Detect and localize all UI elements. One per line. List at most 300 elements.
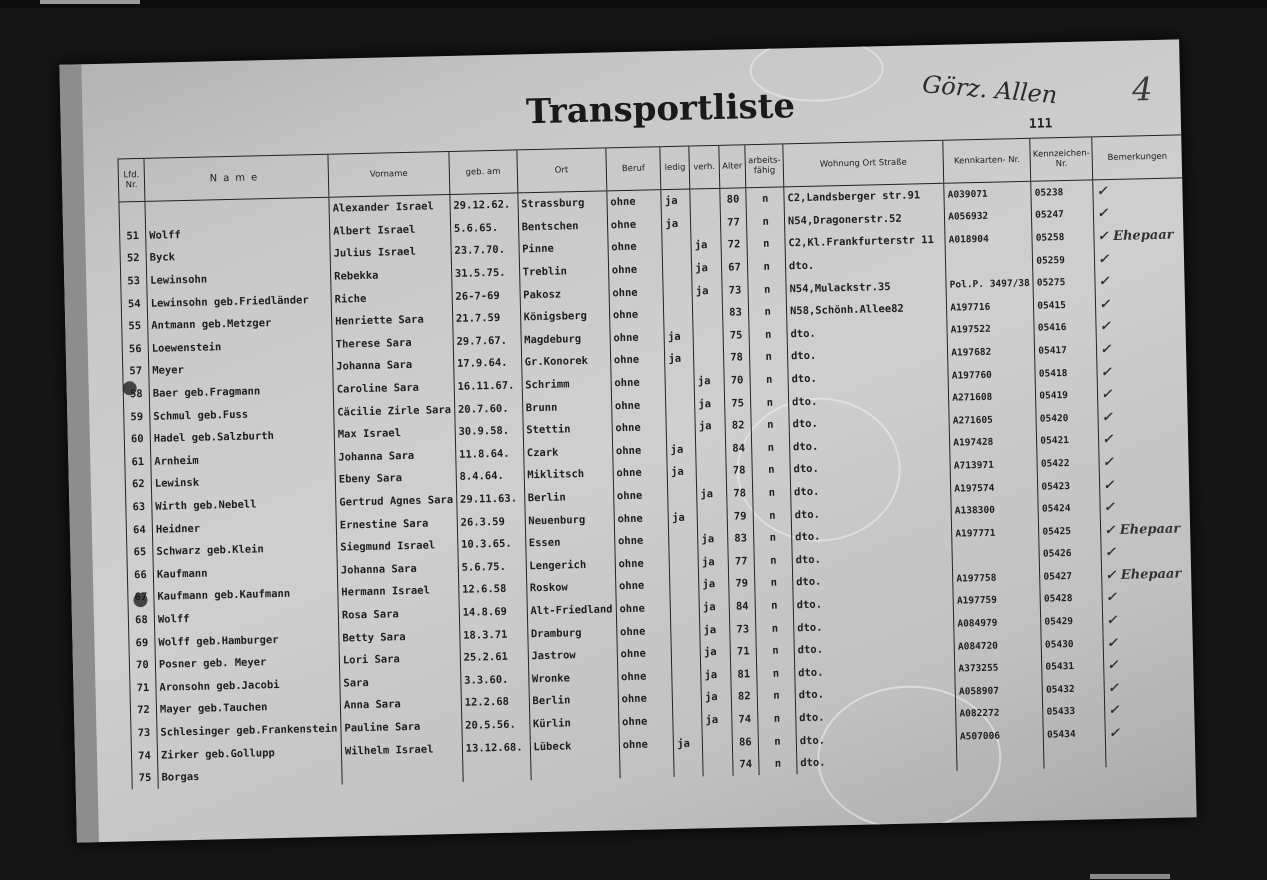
cell-beruf: ohne <box>617 642 672 666</box>
cell-alter: 84 <box>725 437 752 460</box>
cell-verh <box>693 302 723 325</box>
cell-verh: ja <box>698 528 728 551</box>
cell-kennzeichen: 05431 <box>1042 655 1104 679</box>
header-geb: geb. am <box>449 150 518 195</box>
cell-bemerkungen: ✓ <box>1095 291 1185 316</box>
cell-geb: 26-7-69 <box>452 284 520 308</box>
cell-wohnung: dto. <box>795 681 956 707</box>
cell-bemerkungen: ✓ <box>1104 653 1194 678</box>
cell-bemerkungen: ✓ <box>1105 720 1195 745</box>
cell-wohnung: C2,Kl.Frankfurterstr 11 <box>785 229 946 255</box>
cell-wohnung: dto. <box>789 432 950 458</box>
cell-vorname: Johanna Sara <box>335 443 456 468</box>
cell-geb: 5.6.75. <box>458 555 526 579</box>
cell-name: Lewinsohn <box>146 265 330 292</box>
cell-ort: Kürlin <box>529 711 619 736</box>
cell-geb: 5.6.65. <box>450 216 518 240</box>
cell-name: Posner geb. Meyer <box>155 649 339 676</box>
cell-ort: Schrimm <box>522 372 612 397</box>
cell-kennkarte: A018904 <box>945 227 1033 252</box>
cell-kennzeichen <box>1044 745 1106 769</box>
cell-verh: ja <box>701 686 731 709</box>
cell-geb: 14.8.69 <box>459 600 527 624</box>
cell-vorname: Hermann Israel <box>338 579 459 604</box>
cell-bemerkungen: ✓ <box>1099 449 1189 474</box>
cell-bemerkungen: ✓ <box>1099 427 1189 452</box>
header-vorname: Vorname <box>328 151 450 197</box>
transport-table <box>117 134 1195 789</box>
cell-geb: 17.9.64. <box>453 352 521 376</box>
cell-kennkarte: A197574 <box>951 475 1039 500</box>
cell-verh <box>696 437 726 460</box>
cell-geb <box>462 758 530 782</box>
cell-vorname: Rebekka <box>330 263 451 288</box>
cell-beruf: ohne <box>619 732 674 756</box>
cell-name: Baer geb.Fragmann <box>149 378 333 405</box>
cell-kennzeichen: 05433 <box>1043 700 1105 724</box>
cell-name: Schmul geb.Fuss <box>150 401 334 428</box>
cell-ort: Jastrow <box>528 643 618 668</box>
handwritten-note: Görz. Allen <box>921 70 1059 110</box>
cell-kennkarte: A084979 <box>954 611 1042 636</box>
cell-wohnung: dto. <box>793 590 954 616</box>
cell-bemerkungen: ✓ <box>1094 246 1184 271</box>
cell-kennzeichen: 05422 <box>1037 451 1099 475</box>
cell-ort: Berlin <box>524 485 614 510</box>
cell-geb: 18.3.71 <box>459 623 527 647</box>
cell-kennzeichen: 05238 <box>1031 180 1093 204</box>
cell-ledig: ja <box>664 325 693 348</box>
cell-beruf: ohne <box>616 619 671 643</box>
cell-nr: 68 <box>128 608 154 631</box>
cell-ledig <box>668 483 697 506</box>
cell-ledig: ja <box>668 506 697 529</box>
cell-ort: Magdeburg <box>520 327 610 352</box>
cell-arbeitsfaehig: n <box>758 707 796 730</box>
header-ort: Ort <box>516 148 606 193</box>
cell-alter: 72 <box>720 233 747 256</box>
cell-nr: 52 <box>120 247 146 270</box>
cell-bemerkungen: ✓ <box>1101 540 1191 565</box>
cell-vorname: Johanna Sara <box>337 556 458 581</box>
cell-verh: ja <box>694 370 724 393</box>
cell-kennzeichen: 05258 <box>1032 226 1094 250</box>
cell-wohnung: dto. <box>791 500 952 526</box>
cell-kennkarte: A197759 <box>953 588 1041 613</box>
cell-alter: 73 <box>729 617 756 640</box>
cell-ort: Brunn <box>522 395 612 420</box>
header-verh: verh. <box>689 145 719 189</box>
cell-verh: ja <box>692 279 722 302</box>
cell-arbeitsfaehig: n <box>755 594 793 617</box>
cell-beruf: ohne <box>610 348 665 372</box>
cell-kennzeichen: 05423 <box>1038 474 1100 498</box>
cell-ort: Gr.Konorek <box>521 350 611 375</box>
cell-ort: Stettin <box>523 417 613 442</box>
cell-beruf: ohne <box>618 687 673 711</box>
cell-alter: 78 <box>726 482 753 505</box>
cell-alter: 74 <box>732 753 759 776</box>
cell-bemerkungen: ✓ <box>1102 585 1192 610</box>
cell-vorname: Lori Sara <box>339 647 460 672</box>
cell-arbeitsfaehig: n <box>750 368 788 391</box>
cell-nr: 55 <box>122 315 148 338</box>
cell-geb: 11.8.64. <box>455 442 523 466</box>
cell-kennkarte: A197771 <box>952 521 1040 546</box>
cell-kennzeichen: 05247 <box>1032 203 1094 227</box>
cell-verh: ja <box>695 415 725 438</box>
cell-arbeitsfaehig: n <box>752 458 790 481</box>
cell-name: Wirth geb.Nebell <box>152 491 336 518</box>
cell-ort: Pinne <box>518 237 608 262</box>
cell-ledig: ja <box>661 189 690 213</box>
cell-arbeitsfaehig: n <box>751 391 789 414</box>
cell-alter: 82 <box>724 414 751 437</box>
cell-wohnung: dto. <box>796 726 957 752</box>
cell-vorname: Riche <box>331 285 452 310</box>
cell-geb: 20.5.56. <box>461 713 529 737</box>
cell-wohnung: dto. <box>797 748 958 774</box>
cell-geb: 12.2.68 <box>461 690 529 714</box>
sheet-shadow-edge <box>59 64 99 842</box>
cell-nr <box>119 201 146 225</box>
cell-bemerkungen: ✓ Ehepaar <box>1094 224 1184 249</box>
cell-kennkarte: A373255 <box>955 656 1043 681</box>
cell-beruf: ohne <box>611 393 666 417</box>
cell-kennzeichen: 05421 <box>1037 429 1099 453</box>
cell-arbeitsfaehig: n <box>755 571 793 594</box>
cell-bemerkungen: ✓ <box>1103 630 1193 655</box>
cell-kennkarte: A084720 <box>954 634 1042 659</box>
cell-beruf: ohne <box>614 506 669 530</box>
cell-ledig <box>670 596 699 619</box>
cell-arbeitsfaehig: n <box>753 481 791 504</box>
cell-kennzeichen: 05426 <box>1039 542 1101 566</box>
cell-kennkarte <box>952 543 1040 568</box>
cell-kennkarte: A082272 <box>956 701 1044 726</box>
transport-list-sheet <box>59 39 1196 842</box>
cell-beruf: ohne <box>613 484 668 508</box>
header-nr: Lfd. Nr. <box>118 158 145 202</box>
cell-geb: 16.11.67. <box>454 374 522 398</box>
cell-geb: 10.3.65. <box>457 532 525 556</box>
cell-kennzeichen: 05275 <box>1033 271 1095 295</box>
cell-ledig <box>670 574 699 597</box>
cell-beruf: ohne <box>607 190 662 214</box>
cell-ort: Lübeck <box>530 734 620 759</box>
cell-bemerkungen: ✓ <box>1103 608 1193 633</box>
cell-vorname: Siegmund Israel <box>337 534 458 559</box>
cell-beruf: ohne <box>612 416 667 440</box>
cell-arbeitsfaehig: n <box>753 504 791 527</box>
cell-kennzeichen: 05418 <box>1035 361 1097 385</box>
cell-arbeitsfaehig: n <box>752 436 790 459</box>
cell-wohnung: N58,Schönh.Allee82 <box>786 297 947 323</box>
cell-verh: ja <box>698 550 728 573</box>
cell-name: Wolff <box>154 604 338 631</box>
cell-bemerkungen: ✓ Ehepaar <box>1101 517 1191 542</box>
cell-ledig: ja <box>662 212 691 235</box>
cell-ledig <box>669 528 698 551</box>
cell-kennkarte: A271605 <box>949 408 1037 433</box>
cell-kennkarte <box>945 250 1033 275</box>
cell-ledig <box>671 641 700 664</box>
cell-beruf: ohne <box>608 235 663 259</box>
cell-nr: 58 <box>123 383 149 406</box>
cell-verh: ja <box>699 573 729 596</box>
cell-verh: ja <box>697 483 727 506</box>
cell-nr: 64 <box>126 518 152 541</box>
cell-name: Meyer <box>149 356 333 383</box>
cell-name: Kaufmann <box>153 559 337 586</box>
cell-wohnung: dto. <box>793 613 954 639</box>
cell-bemerkungen: ✓ <box>1100 472 1190 497</box>
cell-beruf: ohne <box>615 574 670 598</box>
cell-vorname: Johanna Sara <box>332 353 453 378</box>
header-name: Name <box>144 154 329 201</box>
cell-geb: 26.3.59 <box>457 510 525 534</box>
cell-beruf: ohne <box>616 597 671 621</box>
cell-arbeitsfaehig: n <box>756 639 794 662</box>
cell-arbeitsfaehig: n <box>756 617 794 640</box>
cell-vorname: Alexander Israel <box>329 194 450 220</box>
cell-kennkarte: A197682 <box>948 340 1036 365</box>
cell-nr: 51 <box>119 224 145 247</box>
cell-alter: 83 <box>727 527 754 550</box>
cell-geb: 13.12.68. <box>462 736 530 760</box>
sheet-number: 111 <box>1028 116 1053 132</box>
cell-arbeitsfaehig: n <box>749 323 787 346</box>
cell-name: Antmann geb.Metzger <box>147 311 331 338</box>
cell-vorname: Therese Sara <box>332 331 453 356</box>
cell-nr: 70 <box>129 654 155 677</box>
cell-bemerkungen: ✓ Ehepaar <box>1102 562 1192 587</box>
cell-alter: 77 <box>728 550 755 573</box>
cell-bemerkungen: ✓ <box>1104 675 1194 700</box>
cell-kennzeichen: 05432 <box>1042 677 1104 701</box>
cell-ort: Bentschen <box>518 214 608 239</box>
cell-kennzeichen: 05434 <box>1043 722 1105 746</box>
cell-alter: 78 <box>723 346 750 369</box>
cell-wohnung: dto. <box>787 319 948 345</box>
cell-ort: Lengerich <box>526 553 616 578</box>
cell-ort: Wronke <box>528 666 618 691</box>
cell-kennkarte: A197428 <box>950 430 1038 455</box>
cell-kennkarte: A271608 <box>949 385 1037 410</box>
header-alter: Alter <box>718 145 746 189</box>
cell-ort: Berlin <box>529 688 619 713</box>
cell-wohnung: dto. <box>785 252 946 278</box>
header-arbeitsfaehig: arbeits- fähig <box>745 144 783 188</box>
cell-bemerkungen: ✓ <box>1093 201 1183 226</box>
cell-wohnung: dto. <box>790 477 951 503</box>
cell-kennkarte <box>957 746 1045 771</box>
header-beruf: Beruf <box>606 147 662 191</box>
cell-verh <box>691 211 721 234</box>
cell-verh <box>696 460 726 483</box>
cell-bemerkungen: ✓ <box>1096 314 1186 339</box>
header-ledig: ledig <box>660 146 690 190</box>
cell-arbeitsfaehig: n <box>748 255 786 278</box>
cell-vorname: Wilhelm Israel <box>341 737 462 762</box>
cell-alter: 83 <box>722 301 749 324</box>
cell-name: Loewenstein <box>148 333 332 360</box>
cell-ort <box>530 756 620 781</box>
cell-wohnung: N54,Dragonerstr.52 <box>784 206 945 232</box>
cell-alter: 74 <box>731 708 758 731</box>
cell-vorname: Caroline Sara <box>333 376 454 401</box>
cell-bemerkungen: ✓ <box>1105 698 1195 723</box>
cell-alter: 81 <box>730 663 757 686</box>
cell-beruf: ohne <box>617 665 672 689</box>
cell-nr: 66 <box>127 563 153 586</box>
cell-nr: 62 <box>125 473 151 496</box>
cell-beruf: ohne <box>613 461 668 485</box>
header-bemerkungen: Bemerkungen <box>1092 135 1182 180</box>
cell-nr: 72 <box>130 699 156 722</box>
cell-wohnung: dto. <box>794 658 955 684</box>
cell-nr: 69 <box>129 631 155 654</box>
cell-name: Arnheim <box>151 446 335 473</box>
cell-geb: 20.7.60. <box>454 397 522 421</box>
cell-wohnung: dto. <box>791 523 952 549</box>
cell-vorname: Henriette Sara <box>331 308 452 333</box>
cell-beruf: ohne <box>611 371 666 395</box>
cell-bemerkungen: ✓ <box>1098 404 1188 429</box>
cell-bemerkungen: ✓ <box>1100 495 1190 520</box>
cell-alter: 73 <box>721 279 748 302</box>
cell-name: Lewinsohn geb.Friedländer <box>147 288 331 315</box>
cell-ledig <box>671 619 700 642</box>
cell-verh: ja <box>700 618 730 641</box>
cell-ledig <box>672 664 701 687</box>
cell-name: Schwarz geb.Klein <box>153 537 337 564</box>
cell-kennzeichen: 05417 <box>1035 339 1097 363</box>
cell-ort: Strassburg <box>517 191 607 216</box>
cell-arbeitsfaehig: n <box>748 278 786 301</box>
cell-kennkarte: Pol.P. 3497/38 <box>946 272 1034 297</box>
cell-arbeitsfaehig: n <box>758 730 796 753</box>
cell-verh <box>703 754 733 777</box>
cell-nr: 67 <box>128 586 154 609</box>
cell-kennzeichen: 05419 <box>1036 384 1098 408</box>
cell-name: Byck <box>146 243 330 270</box>
cell-vorname: Sara <box>340 669 461 694</box>
cell-kennkarte: A138300 <box>951 498 1039 523</box>
cell-vorname: Gertrud Agnes Sara <box>336 489 457 514</box>
cell-wohnung: dto. <box>788 387 949 413</box>
cell-beruf: ohne <box>618 710 673 734</box>
cell-wohnung: dto. <box>792 568 953 594</box>
cell-wohnung: C2,Landsberger str.91 <box>784 183 945 210</box>
cell-alter: 84 <box>729 595 756 618</box>
cell-verh: ja <box>692 257 722 280</box>
cell-verh <box>702 731 732 754</box>
document-title: Transportliste <box>525 86 796 133</box>
cell-nr: 61 <box>125 450 151 473</box>
cell-nr: 73 <box>131 721 157 744</box>
cell-ort: Roskow <box>526 575 616 600</box>
cell-geb: 29.7.67. <box>453 329 521 353</box>
cell-alter: 75 <box>724 392 751 415</box>
cell-ledig <box>665 370 694 393</box>
cell-ledig <box>666 415 695 438</box>
cell-kennkarte: A197760 <box>948 362 1036 387</box>
cell-name: Mayer geb.Tauchen <box>156 695 340 722</box>
cell-ledig <box>663 280 692 303</box>
cell-name: Heidner <box>152 514 336 541</box>
cell-wohnung: dto. <box>795 703 956 729</box>
cell-vorname: Ebeny Sara <box>335 466 456 491</box>
cell-nr: 54 <box>121 292 147 315</box>
cell-arbeitsfaehig: n <box>751 413 789 436</box>
cell-nr: 63 <box>126 496 152 519</box>
cell-ledig <box>663 257 692 280</box>
cell-kennzeichen: 05425 <box>1039 519 1101 543</box>
cell-nr: 75 <box>132 767 158 790</box>
cell-kennzeichen: 05415 <box>1034 293 1096 317</box>
cell-verh: ja <box>695 392 725 415</box>
cell-beruf: ohne <box>612 439 667 463</box>
cell-alter: 75 <box>722 324 749 347</box>
cell-ort: Miklitsch <box>524 462 614 487</box>
cell-geb: 29.12.62. <box>450 193 518 218</box>
cell-bemerkungen: ✓ <box>1097 336 1187 361</box>
cell-geb: 31.5.75. <box>451 261 519 285</box>
cell-beruf: ohne <box>607 213 662 237</box>
cell-nr: 71 <box>130 676 156 699</box>
cell-ort: Essen <box>525 530 615 555</box>
cell-kennkarte: A039071 <box>944 181 1032 206</box>
cell-ledig <box>674 754 703 777</box>
cell-kennzeichen: 05416 <box>1034 316 1096 340</box>
cell-name: Lewinsk <box>151 469 335 496</box>
cell-geb: 23.7.70. <box>451 239 519 263</box>
cell-beruf: ohne <box>609 281 664 305</box>
cell-kennzeichen: 05420 <box>1036 406 1098 430</box>
cell-kennkarte: A197716 <box>946 295 1034 320</box>
cell-beruf <box>619 755 674 779</box>
cell-name: Wolff geb.Hamburger <box>155 627 339 654</box>
cell-arbeitsfaehig: n <box>759 752 797 775</box>
cell-geb: 12.6.58 <box>458 577 526 601</box>
cell-vorname: Anna Sara <box>340 692 461 717</box>
cell-wohnung: dto. <box>794 636 955 662</box>
cell-arbeitsfaehig: n <box>757 662 795 685</box>
cell-verh <box>697 505 727 528</box>
cell-kennkarte: A713971 <box>950 453 1038 478</box>
cell-verh: ja <box>700 641 730 664</box>
cell-wohnung: dto. <box>787 342 948 368</box>
cell-ort: Alt-Friedland <box>527 598 617 623</box>
cell-nr: 59 <box>124 405 150 428</box>
cell-beruf: ohne <box>614 529 669 553</box>
cell-bemerkungen: ✓ <box>1093 178 1183 203</box>
cell-verh <box>693 324 723 347</box>
cell-alter: 86 <box>732 730 759 753</box>
cell-geb: 29.11.63. <box>456 487 524 511</box>
cell-wohnung: dto. <box>790 455 951 481</box>
cell-arbeitsfaehig: n <box>747 210 785 233</box>
cell-ledig <box>666 393 695 416</box>
cell-vorname: Cäcilie Zirle Sara <box>334 398 455 423</box>
cell-ledig: ja <box>667 461 696 484</box>
cell-ort: Pakosz <box>519 282 609 307</box>
cell-kennzeichen: 05430 <box>1041 632 1103 656</box>
cell-geb: 21.7.59 <box>452 306 520 330</box>
cell-alter: 78 <box>726 459 753 482</box>
cell-geb: 3.3.60. <box>460 668 528 692</box>
